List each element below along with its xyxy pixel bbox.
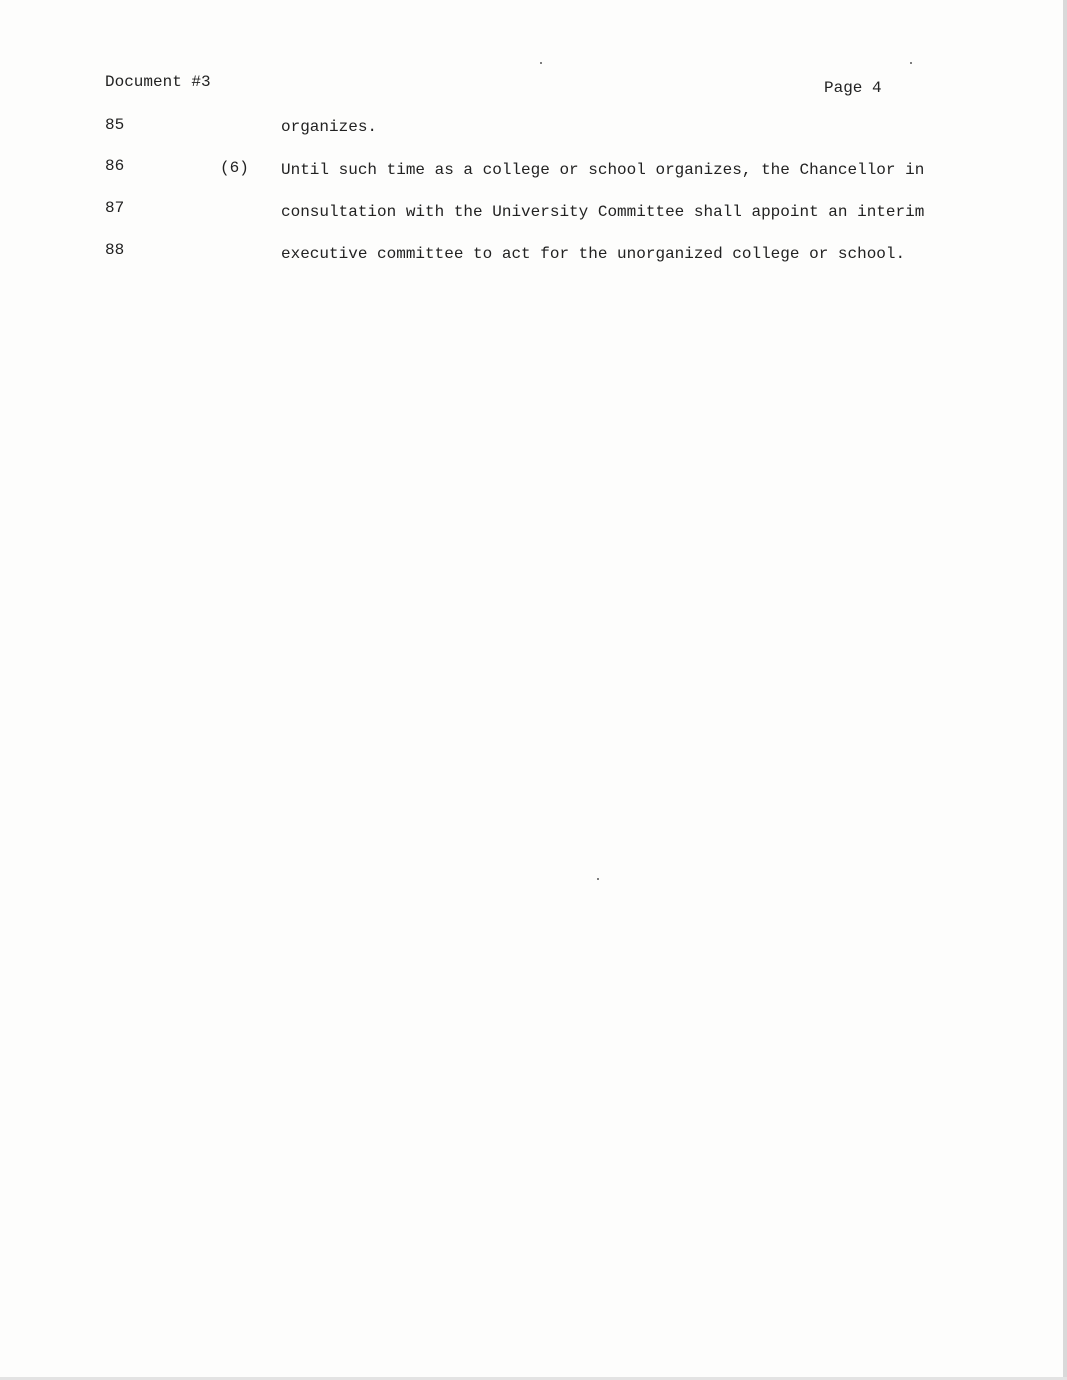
line-text: consultation with the University Committee shall appoint an interim xyxy=(281,203,925,221)
page-edge-shadow xyxy=(1063,0,1067,1380)
document-label: Document #3 xyxy=(105,73,211,91)
line-number: 87 xyxy=(105,199,125,217)
line-text: Until such time as a college or school organizes, the Chancellor in xyxy=(281,161,925,179)
scan-speck xyxy=(910,62,912,64)
line-number: 85 xyxy=(105,116,125,134)
paragraph-number: (6) xyxy=(220,159,249,177)
line-text: executive committee to act for the unorganized college or school. xyxy=(281,245,906,263)
scan-speck xyxy=(540,62,542,64)
line-number: 88 xyxy=(105,241,125,259)
line-text: organizes. xyxy=(281,118,378,136)
scan-speck xyxy=(597,878,599,880)
line-number: 86 xyxy=(105,157,125,175)
page-number: Page 4 xyxy=(824,79,882,97)
